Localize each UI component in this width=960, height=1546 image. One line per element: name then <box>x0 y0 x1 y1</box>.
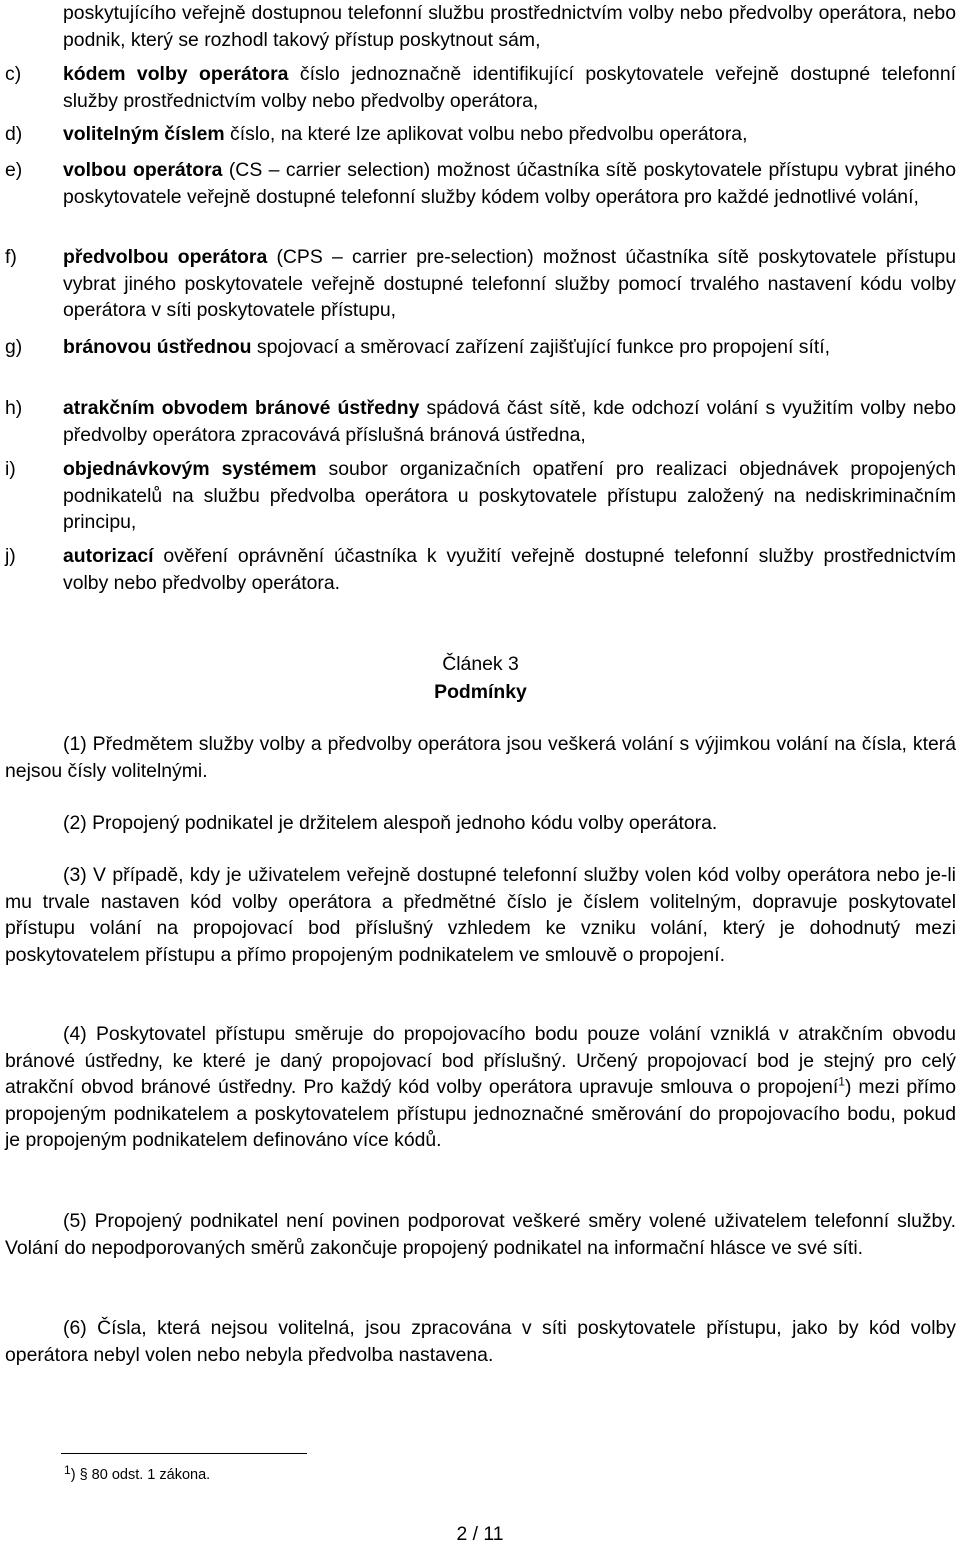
paragraph-4-text-a: (4) Poskytovatel přístupu směruje do propojovacího bodu pouze volání vzniklá v atrakčním obvodu bránové ústředny, ke které je daný propojovací bod příslušný. Určený propojovací bod je stejný pro celý atrakční obvod bránové ústředny. Pro každý kód volby operátora upravuje smlouva o propojení <box>5 1023 956 1099</box>
section-icon: § <box>79 1467 88 1483</box>
footnote-reference: 1 <box>838 1074 845 1089</box>
definition-term: volbou operátora <box>63 159 223 181</box>
paragraph-6: (6) Čísla, která nejsou volitelná, jsou zpracována v síti poskytovatele přístupu, jako by kód volby operátora nebyl volen nebo nebyla předvolba nastavena. <box>5 1317 956 1366</box>
definition-label: d) <box>5 123 23 145</box>
article-title: Podmínky <box>434 681 527 703</box>
definition-text: číslo, na které lze aplikovat volbu nebo předvolbu operátora, <box>224 123 748 145</box>
paragraph-1: (1) Předmětem služby volby a předvolby operátora jsou veškerá volání s výjimkou volání na čísla, která nejsou čísly volitelnými. <box>5 733 956 782</box>
definition-label: f) <box>5 246 17 268</box>
paragraph-5: (5) Propojený podnikatel není povinen podporovat veškeré směry volené uživatelem telefonní služby. Volání do nepodporovaných směrů zakončuje propojený podnikatel na informační hlásce ve své síti. <box>5 1210 956 1259</box>
definition-f <box>5 244 956 324</box>
definition-text: soubor organizačních opatření pro realizaci objednávek propojených podnikatelů na službu předvolba operátora u poskytovatele přístupu založený na nediskriminačním principu, <box>63 458 956 534</box>
definition-i <box>5 456 956 536</box>
definition-term: atrakčním obvodem bránové ústředny <box>63 397 420 419</box>
definition-term: bránovou ústřednou <box>63 336 252 358</box>
definition-term: autorizací <box>63 545 154 567</box>
article-heading <box>5 650 956 706</box>
footnote <box>64 1463 210 1483</box>
definition-text: ověření oprávnění účastníka k využití veřejně dostupné telefonní služby prostřednictvím volby nebo předvolby operátora. <box>63 545 956 594</box>
definition-text: číslo jednoznačně identifikující poskytovatele veřejně dostupné telefonní služby prostřednictvím volby nebo předvolby operátora, <box>63 63 956 112</box>
definition-label: e) <box>5 159 23 181</box>
definition-label: c) <box>5 63 22 85</box>
continuation-text: poskytujícího veřejně dostupnou telefonní službu prostřednictvím volby nebo předvolby operátora, nebo podnik, který se rozhodl takový přístup poskytnout sám, <box>63 2 956 51</box>
definition-text: (CPS – carrier pre-selection) možnost účastníka sítě poskytovatele přístupu vybrat jiného poskytovatele veřejně dostupné telefonní služby pomocí trvalého nastavení kódu volby operátora v síti poskytovatele přístupu, <box>63 246 956 322</box>
footnote-text: 80 odst. 1 zákona. <box>91 1467 211 1483</box>
definition-text: spádová část sítě, kde odchozí volání s využitím volby nebo předvolby operátora zpracovává příslušná bránová ústředna, <box>63 397 956 446</box>
footnote-separator <box>61 1453 307 1454</box>
definition-h <box>5 395 956 448</box>
definition-text: spojovací a směrovací zařízení zajišťující funkce pro propojení sítí, <box>251 336 831 358</box>
definition-term: kódem volby operátora <box>63 63 289 85</box>
definition-e <box>5 157 956 210</box>
definition-b-continuation <box>5 0 956 53</box>
paragraph-4 <box>5 1021 956 1154</box>
footnote-close: ) <box>70 1467 76 1483</box>
page-number: 2 / 11 <box>456 1523 504 1545</box>
footnote-mark: 1 <box>64 1463 71 1477</box>
definition-term: volitelným číslem <box>63 123 225 145</box>
definition-label: j) <box>5 545 16 567</box>
definition-text: (CS – carrier selection) možnost účastníka sítě poskytovatele přístupu vybrat jiného poskytovatele veřejně dostupné telefonní služby kódem volby operátora pro každé jednotlivé volání, <box>63 159 957 208</box>
definition-term: předvolbou operátora <box>63 246 268 268</box>
definition-term: objednávkovým systémem <box>63 458 317 480</box>
definition-label: i) <box>5 458 16 480</box>
paragraph-3: (3) V případě, kdy je uživatelem veřejně dostupné telefonní služby volen kód volby operátora nebo je-li mu trvale nastaven kód volby operátora a předmětné číslo je číslem volitelným, dopravuje poskytovatel přístupu volání na propojovací bod příslušný vzhledem ke vzniku volání, který je dohodnutý mezi poskytovatelem přístupu a přímo propojeným podnikatelem ve smlouvě o propojení. <box>5 864 956 966</box>
article-number: Článek 3 <box>442 653 519 675</box>
definition-label: g) <box>5 336 23 358</box>
paragraph-4-text-b: ) mezi přímo propojeným podnikatelem a poskytovatelem přístupu jednoznačné směrování do propojovacího bodu, pokud je propojeným podnikatelem definováno více kódů. <box>5 1076 956 1152</box>
paragraph-2: (2) Propojený podnikatel je držitelem alespoň jednoho kódu volby operátora. <box>63 812 718 834</box>
definition-d <box>5 121 956 148</box>
definition-j <box>5 543 956 596</box>
definition-g <box>5 334 956 361</box>
definition-label: h) <box>5 397 23 419</box>
definition-c <box>5 61 956 114</box>
